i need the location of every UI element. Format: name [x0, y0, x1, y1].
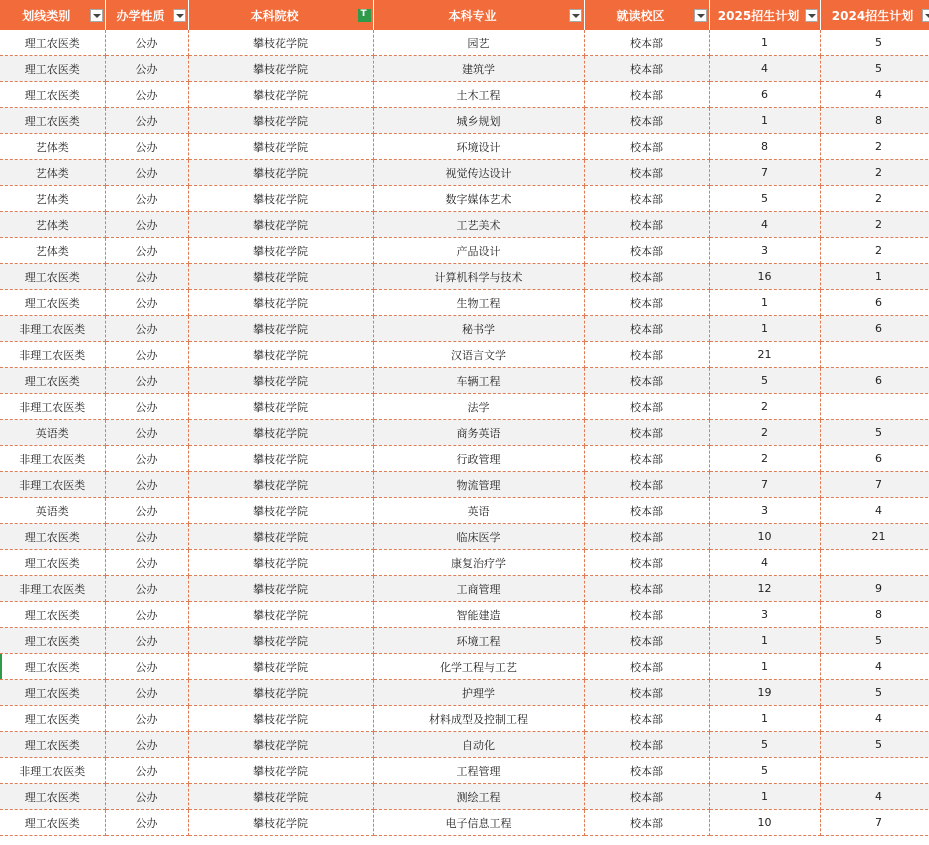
- cell-category[interactable]: 理工农医类: [0, 654, 105, 680]
- cell-plan-2025[interactable]: 7: [709, 160, 820, 186]
- table-row[interactable]: [0, 628, 929, 654]
- cell-campus[interactable]: 校本部: [584, 576, 709, 602]
- cell-school-type[interactable]: 公办: [105, 316, 188, 342]
- cell-plan-2025[interactable]: 1: [709, 316, 820, 342]
- cell-major[interactable]: 工艺美术: [373, 212, 584, 238]
- cell-category[interactable]: 艺体类: [0, 160, 105, 186]
- cell-school-type[interactable]: 公办: [105, 108, 188, 134]
- cell-major[interactable]: 材料成型及控制工程: [373, 706, 584, 732]
- column-header-label: 划线类别: [22, 8, 71, 23]
- cell-campus[interactable]: 校本部: [584, 732, 709, 758]
- cell-plan-2025[interactable]: 16: [709, 264, 820, 290]
- cell-university[interactable]: 攀枝花学院: [188, 82, 373, 108]
- cell-university[interactable]: 攀枝花学院: [188, 316, 373, 342]
- cell-major[interactable]: 电子信息工程: [373, 810, 584, 836]
- cell-plan-2024[interactable]: 4: [820, 82, 929, 108]
- cell-school-type[interactable]: 公办: [105, 264, 188, 290]
- table-row[interactable]: [0, 420, 929, 446]
- cell-category[interactable]: 理工农医类: [0, 524, 105, 550]
- cell-plan-2024[interactable]: 2: [820, 238, 929, 264]
- table-row[interactable]: [0, 472, 929, 498]
- cell-plan-2025[interactable]: 2: [709, 446, 820, 472]
- table-row[interactable]: [0, 212, 929, 238]
- cell-university[interactable]: 攀枝花学院: [188, 134, 373, 160]
- cell-campus[interactable]: 校本部: [584, 82, 709, 108]
- cell-category[interactable]: 理工农医类: [0, 82, 105, 108]
- cell-campus[interactable]: 校本部: [584, 524, 709, 550]
- cell-plan-2024[interactable]: 6: [820, 368, 929, 394]
- cell-plan-2024[interactable]: 4: [820, 784, 929, 810]
- cell-plan-2024[interactable]: 5: [820, 56, 929, 82]
- table-row[interactable]: [0, 368, 929, 394]
- cell-plan-2024[interactable]: 6: [820, 316, 929, 342]
- table-row[interactable]: [0, 446, 929, 472]
- cell-plan-2025[interactable]: 21: [709, 342, 820, 368]
- cell-major[interactable]: 视觉传达设计: [373, 160, 584, 186]
- cell-category[interactable]: 理工农医类: [0, 784, 105, 810]
- cell-plan-2024[interactable]: 2: [820, 186, 929, 212]
- cell-university[interactable]: 攀枝花学院: [188, 342, 373, 368]
- cell-plan-2025[interactable]: 3: [709, 238, 820, 264]
- column-header-label: 2025招生计划: [717, 8, 800, 23]
- cell-school-type[interactable]: 公办: [105, 472, 188, 498]
- cell-university[interactable]: 攀枝花学院: [188, 732, 373, 758]
- active-row-marker: [0, 654, 2, 679]
- cell-plan-2024[interactable]: 7: [820, 472, 929, 498]
- cell-major[interactable]: 护理学: [373, 680, 584, 706]
- table-row[interactable]: [0, 56, 929, 82]
- table-row[interactable]: [0, 654, 929, 680]
- filter-dropdown-icon[interactable]: [569, 9, 582, 22]
- cell-campus[interactable]: 校本部: [584, 238, 709, 264]
- cell-category[interactable]: 非理工农医类: [0, 446, 105, 472]
- cell-university[interactable]: 攀枝花学院: [188, 446, 373, 472]
- cell-major[interactable]: 测绘工程: [373, 784, 584, 810]
- filter-dropdown-icon[interactable]: [90, 9, 103, 22]
- cell-school-type[interactable]: 公办: [105, 160, 188, 186]
- table-row[interactable]: [0, 394, 929, 420]
- cell-plan-2025[interactable]: 1: [709, 30, 820, 56]
- column-header-school-type[interactable]: [105, 0, 188, 30]
- cell-campus[interactable]: 校本部: [584, 654, 709, 680]
- cell-plan-2025[interactable]: 6: [709, 82, 820, 108]
- cell-school-type[interactable]: 公办: [105, 290, 188, 316]
- cell-campus[interactable]: 校本部: [584, 758, 709, 784]
- column-header-label: 本科院校: [250, 8, 299, 23]
- cell-major[interactable]: 自动化: [373, 732, 584, 758]
- table-row[interactable]: [0, 524, 929, 550]
- cell-university[interactable]: 攀枝花学院: [188, 758, 373, 784]
- cell-major[interactable]: 工商管理: [373, 576, 584, 602]
- column-header-major[interactable]: [373, 0, 584, 30]
- cell-major[interactable]: 数字媒体艺术: [373, 186, 584, 212]
- column-header-plan-2025[interactable]: [709, 0, 820, 30]
- cell-school-type[interactable]: 公办: [105, 342, 188, 368]
- table-row[interactable]: [0, 316, 929, 342]
- filter-dropdown-icon[interactable]: [805, 9, 818, 22]
- filter-dropdown-icon[interactable]: [922, 9, 929, 22]
- cell-university[interactable]: 攀枝花学院: [188, 810, 373, 836]
- cell-university[interactable]: 攀枝花学院: [188, 56, 373, 82]
- cell-plan-2024[interactable]: 4: [820, 654, 929, 680]
- cell-campus[interactable]: 校本部: [584, 290, 709, 316]
- table-row[interactable]: [0, 160, 929, 186]
- cell-plan-2025[interactable]: 1: [709, 706, 820, 732]
- cell-campus[interactable]: 校本部: [584, 602, 709, 628]
- table-row[interactable]: [0, 680, 929, 706]
- cell-category[interactable]: 艺体类: [0, 134, 105, 160]
- cell-major[interactable]: 智能建造: [373, 602, 584, 628]
- cell-category[interactable]: 非理工农医类: [0, 342, 105, 368]
- table-row[interactable]: [0, 134, 929, 160]
- cell-university[interactable]: 攀枝花学院: [188, 108, 373, 134]
- cell-school-type[interactable]: 公办: [105, 82, 188, 108]
- table-row[interactable]: [0, 108, 929, 134]
- cell-major[interactable]: 产品设计: [373, 238, 584, 264]
- table-row[interactable]: [0, 30, 929, 56]
- cell-plan-2025[interactable]: 3: [709, 498, 820, 524]
- cell-plan-2024[interactable]: [820, 394, 929, 420]
- cell-university[interactable]: 攀枝花学院: [188, 290, 373, 316]
- cell-plan-2024[interactable]: 5: [820, 680, 929, 706]
- cell-plan-2025[interactable]: 10: [709, 810, 820, 836]
- cell-plan-2025[interactable]: 5: [709, 758, 820, 784]
- cell-campus[interactable]: 校本部: [584, 108, 709, 134]
- table-row[interactable]: [0, 342, 929, 368]
- cell-campus[interactable]: 校本部: [584, 550, 709, 576]
- column-header-plan-2024[interactable]: [820, 0, 929, 30]
- cell-plan-2024[interactable]: 1: [820, 264, 929, 290]
- cell-campus[interactable]: 校本部: [584, 186, 709, 212]
- table-body: [0, 30, 929, 836]
- cell-campus[interactable]: 校本部: [584, 30, 709, 56]
- cell-major[interactable]: 城乡规划: [373, 108, 584, 134]
- cell-school-type[interactable]: 公办: [105, 576, 188, 602]
- cell-campus[interactable]: 校本部: [584, 342, 709, 368]
- cell-category[interactable]: 非理工农医类: [0, 472, 105, 498]
- cell-campus[interactable]: 校本部: [584, 706, 709, 732]
- cell-plan-2025[interactable]: 5: [709, 732, 820, 758]
- column-header-label: 本科专业: [448, 8, 497, 23]
- cell-major[interactable]: 园艺: [373, 30, 584, 56]
- cell-school-type[interactable]: 公办: [105, 30, 188, 56]
- cell-plan-2024[interactable]: 8: [820, 602, 929, 628]
- cell-university[interactable]: 攀枝花学院: [188, 628, 373, 654]
- cell-major[interactable]: 商务英语: [373, 420, 584, 446]
- cell-major[interactable]: 建筑学: [373, 56, 584, 82]
- cell-category[interactable]: 理工农医类: [0, 602, 105, 628]
- cell-category[interactable]: 理工农医类: [0, 732, 105, 758]
- cell-category[interactable]: 艺体类: [0, 212, 105, 238]
- cell-plan-2025[interactable]: 7: [709, 472, 820, 498]
- cell-plan-2025[interactable]: 4: [709, 56, 820, 82]
- cell-university[interactable]: 攀枝花学院: [188, 498, 373, 524]
- cell-school-type[interactable]: 公办: [105, 394, 188, 420]
- table-row[interactable]: [0, 602, 929, 628]
- cell-major[interactable]: 环境工程: [373, 628, 584, 654]
- cell-category[interactable]: 非理工农医类: [0, 758, 105, 784]
- table-row[interactable]: [0, 290, 929, 316]
- cell-plan-2024[interactable]: [820, 758, 929, 784]
- cell-school-type[interactable]: 公办: [105, 368, 188, 394]
- cell-category[interactable]: 非理工农医类: [0, 394, 105, 420]
- cell-school-type[interactable]: 公办: [105, 550, 188, 576]
- cell-major[interactable]: 法学: [373, 394, 584, 420]
- cell-category[interactable]: 理工农医类: [0, 680, 105, 706]
- cell-plan-2025[interactable]: 2: [709, 420, 820, 446]
- cell-school-type[interactable]: 公办: [105, 446, 188, 472]
- cell-plan-2024[interactable]: 5: [820, 628, 929, 654]
- cell-campus[interactable]: 校本部: [584, 784, 709, 810]
- column-header-label: 2024招生计划: [831, 8, 914, 23]
- cell-school-type[interactable]: 公办: [105, 186, 188, 212]
- cell-university[interactable]: 攀枝花学院: [188, 212, 373, 238]
- cell-school-type[interactable]: 公办: [105, 420, 188, 446]
- table-row[interactable]: [0, 498, 929, 524]
- cell-major[interactable]: 环境设计: [373, 134, 584, 160]
- cell-plan-2024[interactable]: 5: [820, 30, 929, 56]
- cell-major[interactable]: 化学工程与工艺: [373, 654, 584, 680]
- cell-major[interactable]: 物流管理: [373, 472, 584, 498]
- cell-plan-2025[interactable]: 1: [709, 784, 820, 810]
- cell-plan-2024[interactable]: 2: [820, 160, 929, 186]
- cell-category[interactable]: 理工农医类: [0, 368, 105, 394]
- cell-university[interactable]: 攀枝花学院: [188, 602, 373, 628]
- cell-campus[interactable]: 校本部: [584, 472, 709, 498]
- cell-school-type[interactable]: 公办: [105, 680, 188, 706]
- cell-major[interactable]: 工程管理: [373, 758, 584, 784]
- cell-school-type[interactable]: 公办: [105, 732, 188, 758]
- cell-major[interactable]: 生物工程: [373, 290, 584, 316]
- table-row[interactable]: [0, 784, 929, 810]
- cell-plan-2025[interactable]: 4: [709, 212, 820, 238]
- cell-school-type[interactable]: 公办: [105, 706, 188, 732]
- cell-plan-2025[interactable]: 1: [709, 290, 820, 316]
- cell-plan-2024[interactable]: 5: [820, 420, 929, 446]
- cell-plan-2025[interactable]: 1: [709, 108, 820, 134]
- cell-category[interactable]: 非理工农医类: [0, 316, 105, 342]
- cell-campus[interactable]: 校本部: [584, 446, 709, 472]
- cell-major[interactable]: 汉语言文学: [373, 342, 584, 368]
- cell-plan-2024[interactable]: 5: [820, 732, 929, 758]
- cell-school-type[interactable]: 公办: [105, 498, 188, 524]
- cell-major[interactable]: 康复治疗学: [373, 550, 584, 576]
- column-header-label: 就读校区: [616, 8, 665, 23]
- cell-campus[interactable]: 校本部: [584, 498, 709, 524]
- filter-dropdown-icon[interactable]: [173, 9, 186, 22]
- cell-plan-2025[interactable]: 3: [709, 602, 820, 628]
- cell-category[interactable]: 理工农医类: [0, 56, 105, 82]
- cell-plan-2025[interactable]: 8: [709, 134, 820, 160]
- cell-school-type[interactable]: 公办: [105, 654, 188, 680]
- cell-university[interactable]: 攀枝花学院: [188, 784, 373, 810]
- filter-active-icon[interactable]: [358, 9, 371, 22]
- cell-university[interactable]: 攀枝花学院: [188, 30, 373, 56]
- cell-campus[interactable]: 校本部: [584, 316, 709, 342]
- cell-campus[interactable]: 校本部: [584, 160, 709, 186]
- cell-university[interactable]: 攀枝花学院: [188, 524, 373, 550]
- cell-campus[interactable]: 校本部: [584, 212, 709, 238]
- cell-major[interactable]: 英语: [373, 498, 584, 524]
- cell-plan-2024[interactable]: 4: [820, 706, 929, 732]
- cell-category[interactable]: 理工农医类: [0, 264, 105, 290]
- cell-campus[interactable]: 校本部: [584, 394, 709, 420]
- table-row[interactable]: [0, 810, 929, 836]
- cell-campus[interactable]: 校本部: [584, 810, 709, 836]
- cell-plan-2024[interactable]: 8: [820, 108, 929, 134]
- cell-campus[interactable]: 校本部: [584, 628, 709, 654]
- cell-plan-2024[interactable]: 2: [820, 212, 929, 238]
- cell-campus[interactable]: 校本部: [584, 368, 709, 394]
- column-header-label: 办学性质: [116, 8, 165, 23]
- cell-category[interactable]: 理工农医类: [0, 30, 105, 56]
- cell-university[interactable]: 攀枝花学院: [188, 186, 373, 212]
- cell-category[interactable]: 理工农医类: [0, 290, 105, 316]
- cell-plan-2025[interactable]: 5: [709, 368, 820, 394]
- table-row[interactable]: [0, 238, 929, 264]
- cell-university[interactable]: 攀枝花学院: [188, 576, 373, 602]
- cell-university[interactable]: 攀枝花学院: [188, 550, 373, 576]
- cell-major[interactable]: 土木工程: [373, 82, 584, 108]
- table-row[interactable]: [0, 758, 929, 784]
- cell-category[interactable]: 英语类: [0, 498, 105, 524]
- cell-university[interactable]: 攀枝花学院: [188, 472, 373, 498]
- cell-category[interactable]: 理工农医类: [0, 550, 105, 576]
- cell-plan-2024[interactable]: [820, 550, 929, 576]
- cell-university[interactable]: 攀枝花学院: [188, 238, 373, 264]
- cell-school-type[interactable]: 公办: [105, 602, 188, 628]
- table-row[interactable]: [0, 82, 929, 108]
- cell-plan-2024[interactable]: 4: [820, 498, 929, 524]
- cell-university[interactable]: 攀枝花学院: [188, 706, 373, 732]
- cell-campus[interactable]: 校本部: [584, 264, 709, 290]
- cell-university[interactable]: 攀枝花学院: [188, 368, 373, 394]
- cell-category[interactable]: 理工农医类: [0, 628, 105, 654]
- cell-plan-2024[interactable]: 7: [820, 810, 929, 836]
- header-row: [0, 0, 929, 30]
- cell-category[interactable]: 理工农医类: [0, 706, 105, 732]
- column-header-university[interactable]: [188, 0, 373, 30]
- table-row[interactable]: [0, 732, 929, 758]
- cell-campus[interactable]: 校本部: [584, 134, 709, 160]
- table-row[interactable]: [0, 576, 929, 602]
- cell-plan-2024[interactable]: [820, 342, 929, 368]
- filter-dropdown-icon[interactable]: [694, 9, 707, 22]
- cell-university[interactable]: 攀枝花学院: [188, 264, 373, 290]
- cell-school-type[interactable]: 公办: [105, 784, 188, 810]
- cell-university[interactable]: 攀枝花学院: [188, 420, 373, 446]
- cell-school-type[interactable]: 公办: [105, 212, 188, 238]
- cell-plan-2025[interactable]: 5: [709, 186, 820, 212]
- cell-category[interactable]: 理工农医类: [0, 108, 105, 134]
- cell-plan-2024[interactable]: 21: [820, 524, 929, 550]
- cell-school-type[interactable]: 公办: [105, 810, 188, 836]
- column-header-category[interactable]: [0, 0, 105, 30]
- cell-category[interactable]: 非理工农医类: [0, 576, 105, 602]
- cell-university[interactable]: 攀枝花学院: [188, 654, 373, 680]
- cell-school-type[interactable]: 公办: [105, 134, 188, 160]
- cell-category[interactable]: 艺体类: [0, 186, 105, 212]
- cell-school-type[interactable]: 公办: [105, 56, 188, 82]
- cell-major[interactable]: 车辆工程: [373, 368, 584, 394]
- cell-campus[interactable]: 校本部: [584, 680, 709, 706]
- cell-university[interactable]: 攀枝花学院: [188, 680, 373, 706]
- cell-major[interactable]: 计算机科学与技术: [373, 264, 584, 290]
- cell-school-type[interactable]: 公办: [105, 628, 188, 654]
- table-row[interactable]: [0, 186, 929, 212]
- cell-category[interactable]: 理工农医类: [0, 810, 105, 836]
- table-row[interactable]: [0, 550, 929, 576]
- cell-category[interactable]: 英语类: [0, 420, 105, 446]
- cell-plan-2025[interactable]: 4: [709, 550, 820, 576]
- cell-major[interactable]: 临床医学: [373, 524, 584, 550]
- cell-plan-2024[interactable]: 9: [820, 576, 929, 602]
- cell-plan-2025[interactable]: 10: [709, 524, 820, 550]
- cell-category[interactable]: 艺体类: [0, 238, 105, 264]
- cell-school-type[interactable]: 公办: [105, 238, 188, 264]
- cell-plan-2025[interactable]: 2: [709, 394, 820, 420]
- cell-plan-2025[interactable]: 1: [709, 654, 820, 680]
- cell-plan-2025[interactable]: 19: [709, 680, 820, 706]
- cell-school-type[interactable]: 公办: [105, 758, 188, 784]
- table-row[interactable]: [0, 706, 929, 732]
- cell-major[interactable]: 秘书学: [373, 316, 584, 342]
- cell-plan-2024[interactable]: 2: [820, 134, 929, 160]
- cell-major[interactable]: 行政管理: [373, 446, 584, 472]
- cell-university[interactable]: 攀枝花学院: [188, 394, 373, 420]
- cell-campus[interactable]: 校本部: [584, 420, 709, 446]
- cell-plan-2025[interactable]: 1: [709, 628, 820, 654]
- cell-university[interactable]: 攀枝花学院: [188, 160, 373, 186]
- cell-plan-2024[interactable]: 6: [820, 446, 929, 472]
- cell-school-type[interactable]: 公办: [105, 524, 188, 550]
- table-row[interactable]: [0, 264, 929, 290]
- cell-plan-2024[interactable]: 6: [820, 290, 929, 316]
- column-header-campus[interactable]: [584, 0, 709, 30]
- cell-plan-2025[interactable]: 12: [709, 576, 820, 602]
- cell-campus[interactable]: 校本部: [584, 56, 709, 82]
